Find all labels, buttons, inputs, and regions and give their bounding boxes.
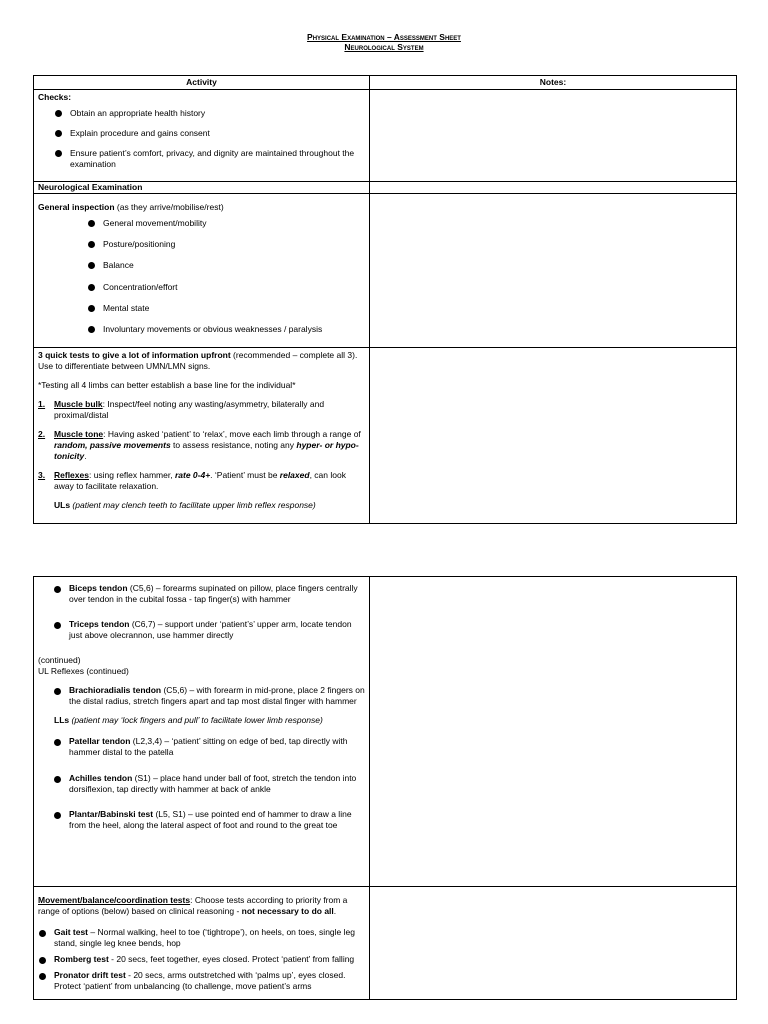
testing-note: *Testing all 4 limbs can better establish a base line for the individual*: [38, 379, 296, 390]
list-item: Involuntary movements or obvious weaknesses / paralysis: [38, 324, 365, 335]
list-item: Posture/positioning: [38, 239, 365, 250]
movement-test-list: [38, 927, 365, 992]
reflexes-item: 3. Reflexes: using reflex hammer, rate 0-4+. ‘Patient’ must be relaxed, can look away to facilitate relaxation.: [38, 470, 346, 492]
movement-row: [34, 887, 737, 1000]
general-inspection-label: General inspection: [38, 202, 115, 213]
gait-test-item: Gait test – Normal walking, heel to toe (‘tightrope’), on heels, on toes, single leg stand, single leg knee bends, hop: [38, 927, 365, 949]
notes-cell: [370, 194, 737, 347]
checks-cell: [34, 90, 370, 182]
list-item: General movement/mobility: [38, 218, 365, 229]
notes-cell: [370, 887, 737, 1000]
assessment-table-page-2: [33, 576, 737, 1000]
pronator-drift-test-item: Pronator drift test - 20 secs, arms outstretched with ‘palms up’, eyes closed. Protect ‘patient’ from unbalancing (to challenge, move patient’s arms: [38, 970, 365, 992]
reflexes-row: [34, 577, 737, 887]
list-item: Concentration/effort: [38, 282, 365, 293]
document-subtitle: Neurological System: [344, 42, 424, 52]
general-inspection-cell: [34, 194, 370, 347]
notes-cell: [370, 182, 737, 194]
muscle-tone-item: 2. Muscle tone: Having asked ‘patient’ to ‘relax’, move each limb through a range of random, passive movements to assess resistance, noting any hyper- or hypo- tonicity.: [38, 428, 361, 461]
notes-cell: [370, 347, 737, 523]
quick-tests-cell: [34, 347, 370, 523]
quick-tests-intro: 3 quick tests to give a lot of information upfront (recommended – complete all 3). Use to differentiate between UMN/LMN signs.: [38, 349, 358, 371]
checks-row: [34, 90, 737, 182]
ul-reflex-list-continued: [38, 685, 365, 707]
activity-column-header: Activity: [34, 76, 370, 90]
general-inspection-note: (as they arrive/mobilise/rest): [114, 202, 224, 213]
achilles-tendon-item: Achilles tendon (S1) – place hand under ball of foot, stretch the tendon into dorsiflexion, tap directly with hammer at back of ankle: [38, 773, 365, 795]
ul-reflex-list: [38, 583, 365, 641]
general-inspection-list: [38, 218, 365, 334]
neuro-exam-row: [34, 182, 737, 194]
plantar-babinski-item: Plantar/Babinski test (L5, S1) – use pointed end of hammer to draw a line from the heel, along the lateral aspect of foot and round to the great toe: [38, 809, 365, 831]
notes-column-header: Notes:: [370, 76, 737, 90]
neuro-exam-heading: Neurological Examination: [34, 182, 370, 194]
movement-cell: [34, 887, 370, 1000]
checks-heading: Checks:: [38, 92, 72, 103]
ul-reflexes-continued-label: UL Reflexes (continued): [38, 666, 129, 677]
ll-reflex-list: [38, 736, 365, 830]
patellar-tendon-item: Patellar tendon (L2,3,4) – ‘patient’ sitting on edge of bed, tap directly with hammer distal to the patella: [38, 736, 365, 758]
general-inspection-heading: [38, 202, 365, 213]
notes-cell: [370, 577, 737, 887]
list-item: Balance: [38, 260, 365, 271]
movement-intro: Movement/balance/coordination tests: Choose tests according to priority from a range of options (below) based on clinical reasoning - not necessary to do all.: [38, 895, 348, 917]
biceps-tendon-item: Biceps tendon (C5,6) – forearms supinated on pillow, place fingers centrally over tendon in the cubital fossa - tap finger(s) with hammer: [38, 583, 365, 605]
list-item: Explain procedure and gains consent: [38, 128, 365, 139]
table-header-row: [34, 76, 737, 90]
muscle-bulk-item: 1. Muscle bulk: Inspect/feel noting any wasting/asymmetry, bilaterally and proximal/distal: [38, 398, 325, 420]
notes-cell: [370, 90, 737, 182]
assessment-table-page-1: [33, 75, 737, 524]
list-item: Ensure patient’s comfort, privacy, and dignity are maintained throughout the examination: [38, 148, 365, 170]
brachioradialis-tendon-item: Brachioradialis tendon (C5,6) – with forearm in mid-prone, place 2 fingers on the distal radius, stretch fingers apart and tap most distal finger with hammer: [38, 685, 365, 707]
checks-list: [38, 108, 365, 170]
general-inspection-row: [34, 194, 737, 347]
lls-note: LLs (patient may ‘lock fingers and pull’ to facilitate lower limb response): [54, 715, 323, 726]
uls-note: ULs (patient may clench teeth to facilitate upper limb reflex response): [54, 500, 316, 511]
list-item: Obtain an appropriate health history: [38, 108, 365, 119]
continued-label: (continued): [38, 655, 81, 666]
list-item: Mental state: [38, 303, 365, 314]
reflexes-cell: [34, 577, 370, 887]
romberg-test-item: Romberg test - 20 secs, feet together, eyes closed. Protect ‘patient’ from falling: [38, 954, 365, 965]
quick-tests-row: [34, 347, 737, 523]
document-header: [0, 32, 768, 52]
document-title: Physical Examination – Assessment Sheet: [307, 32, 461, 42]
triceps-tendon-item: Triceps tendon (C6,7) – support under ‘patient’s’ upper arm, locate tendon just above olecrannon, use hammer directly: [38, 619, 365, 641]
